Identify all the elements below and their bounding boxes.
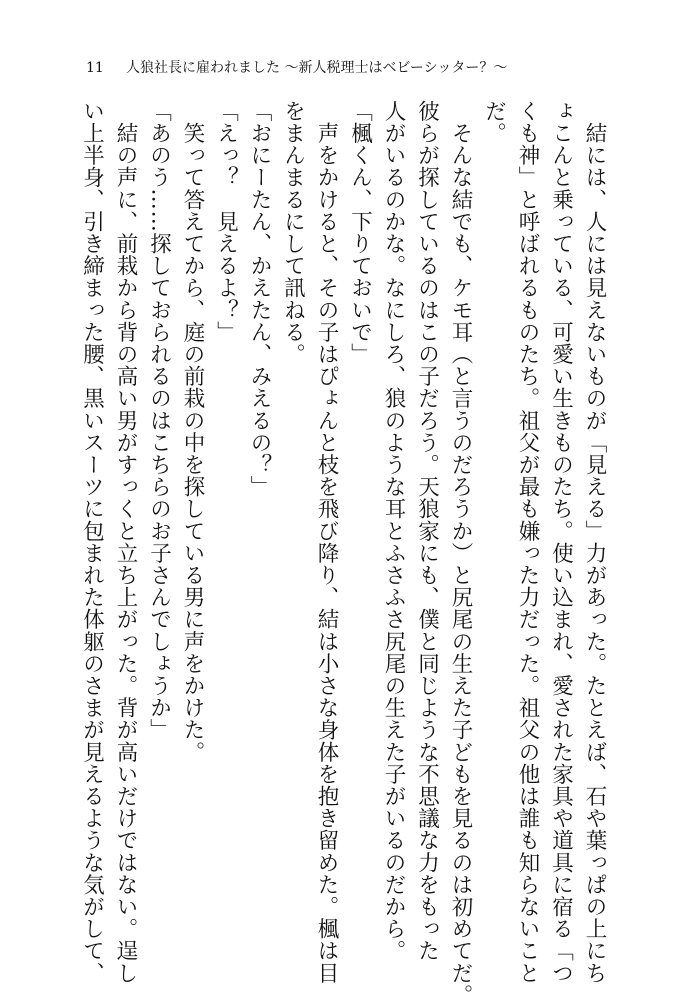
text-line: 声をかけると、その子はぴょんと枝を飛び降り、結は小さな身体を抱き留めた。楓は目: [314, 100, 339, 984]
text-line: 彼らが探しているのはこの子だろう。天狼家にも、僕と同じような不思議な力をもった: [414, 100, 440, 962]
text-line: 笑って答えてから、庭の前栽の中を探している男に声をかけた。: [180, 100, 205, 763]
page-header: [0, 56, 697, 80]
page-number: 11: [86, 60, 104, 76]
dialogue-line: 「楓くん、下りておいで」: [347, 100, 373, 366]
text-line: をまんまるにして訊ねる。: [280, 100, 306, 366]
running-title: 人狼社長に雇われました 〜新人税理士はベビーシッター？〜: [126, 60, 508, 76]
text-line: ょこんと乗っている、可愛い生きものたち。使い込まれ、愛された家具や道具に宿る「つ: [548, 100, 574, 984]
vertical-body-text: [75, 100, 611, 1006]
text-line: 結の声に、前栽から背の高い男がすっくと立ち上がった。背が高いだけではない。逞し: [113, 100, 138, 984]
text-line: そんな結でも、ケモ耳（と言うのだろうか）と尻尾の生えた子どもを見るのは初めてだ。: [448, 100, 473, 1006]
text-line: 人がいるのかな。なにしろ、狼のような耳とふさふさ尻尾の生えた子がいるのだから。: [381, 100, 406, 962]
text-line: い上半身、引き締まった腰、黒いスーツに包まれた体躯のさまが見えるような気がして、: [79, 100, 105, 984]
dialogue-line: 「おにーたん、かえたん、みえるの？」: [247, 100, 272, 498]
text-line: 結には、人には見えないものが「見える」力があった。たとえば、石や葉っぱの上にち: [582, 100, 607, 984]
text-line: だ。: [481, 100, 507, 145]
dialogue-line: 「あのう……探しておられるのはこちらのお子さんでしょうか」: [146, 100, 172, 741]
text-line: くも神」と呼ばれるものたち。祖父が最も嫌った力だった。祖父の他は誰も知らないこと: [515, 100, 540, 984]
dialogue-line: 「えっ？ 見えるよ？」: [213, 100, 239, 344]
